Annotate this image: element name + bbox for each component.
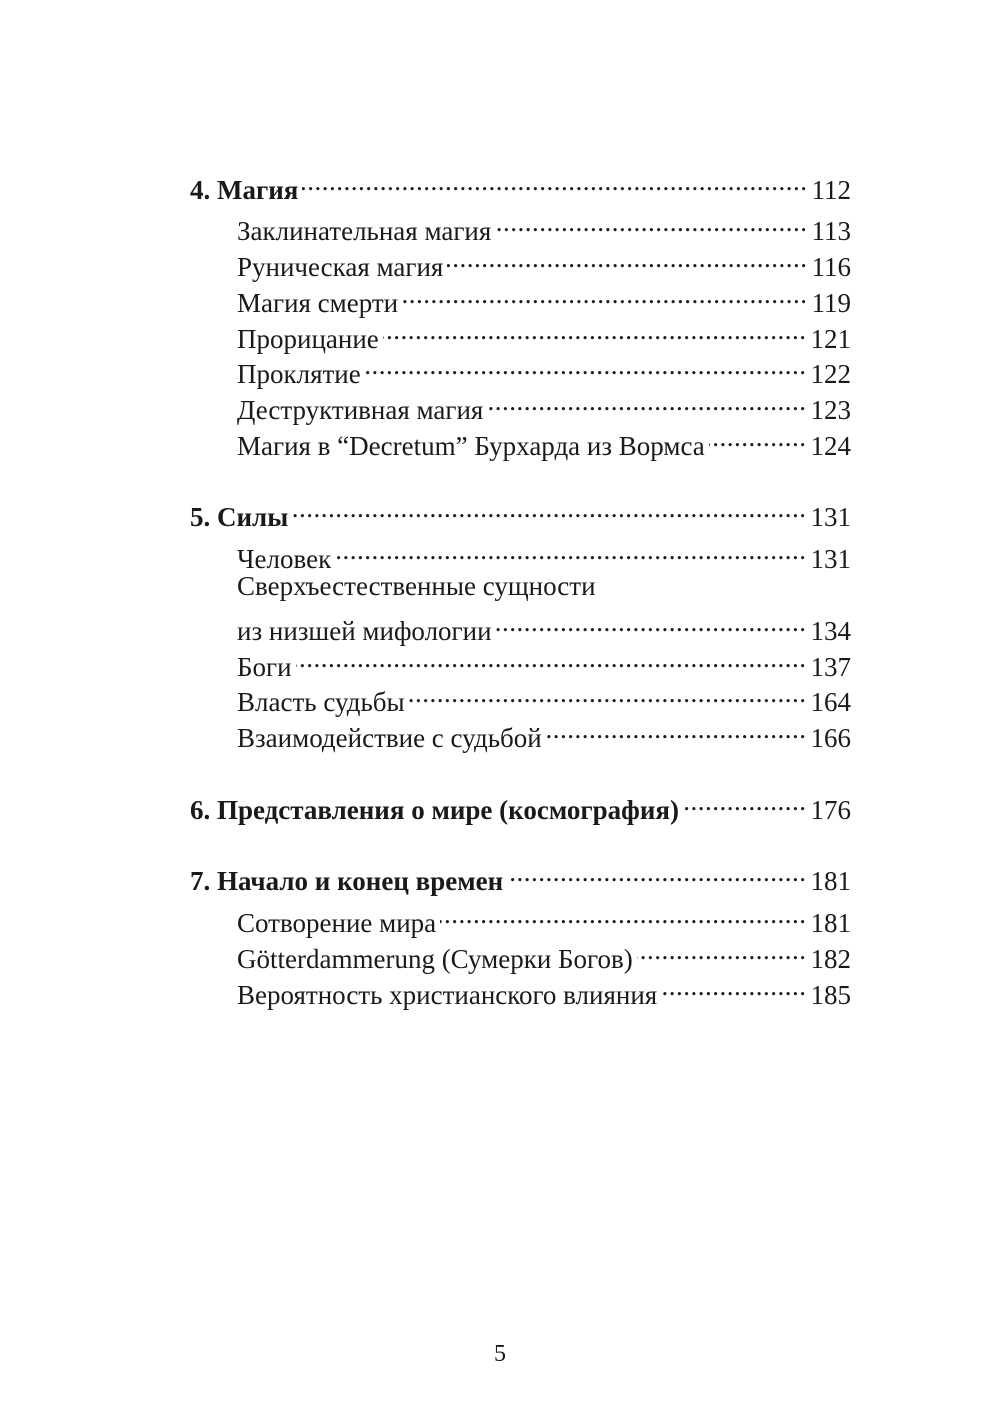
dot-leader (447, 240, 807, 276)
dot-leader (495, 204, 807, 240)
toc-entry-page: 164 (810, 687, 851, 717)
toc-entry-page: 182 (810, 944, 851, 974)
toc-entry-page: 124 (810, 431, 851, 461)
toc-entry-title: Власть судьбы (237, 687, 405, 717)
toc-entry-page: 121 (810, 324, 851, 354)
toc-entry-title: Прорицание (237, 324, 379, 354)
toc-entry-title: 7. Начало и конец времен (190, 866, 504, 896)
dot-leader (383, 312, 807, 348)
toc-entry (237, 383, 851, 425)
dot-leader (683, 783, 807, 819)
toc-entry (237, 312, 851, 354)
toc-entry (237, 347, 851, 389)
toc-entry (237, 968, 851, 1010)
toc-entry-title: Сотворение мира (237, 908, 437, 938)
toc-chapter-4 (190, 163, 851, 205)
toc-chapter-7 (190, 854, 851, 896)
toc-entry-title: Магия в “Decretum” Бурхарда из Вормса (237, 431, 705, 461)
toc-entry-title: Взаимодействие с судьбой (237, 723, 542, 753)
dot-leader (496, 604, 807, 640)
toc-entry-page: 166 (810, 723, 851, 753)
dot-leader (661, 968, 806, 1004)
toc-entry-title: Деструктивная магия (237, 395, 484, 425)
dot-leader (409, 675, 807, 711)
dot-leader (546, 711, 807, 747)
toc-entry-title: из низшей мифологии (237, 616, 492, 646)
toc-entry-page: 113 (811, 216, 851, 246)
dot-leader (335, 532, 806, 568)
toc-entry (237, 711, 851, 753)
dot-leader (637, 932, 807, 968)
toc-chapter-6 (190, 783, 851, 825)
toc-entry-page: 131 (810, 502, 851, 532)
toc-entry-title: 5. Силы (190, 502, 289, 532)
toc-entry-title-line1: Сверхъестественные сущности (237, 571, 596, 601)
toc-entry-page: 131 (810, 544, 851, 574)
toc-entry-title: 4. Магия (190, 175, 299, 205)
toc-entry-title: Боги (237, 652, 292, 682)
dot-leader (292, 490, 806, 526)
dot-leader (365, 347, 807, 383)
toc-entry-page: 123 (810, 395, 851, 425)
toc-entry-page: 122 (810, 359, 851, 389)
toc-entry (237, 419, 851, 461)
dot-leader (487, 383, 806, 419)
dot-leader (296, 640, 807, 676)
toc-entry-page: 185 (810, 980, 851, 1010)
toc-entry (237, 640, 851, 682)
dot-leader (302, 163, 807, 199)
toc-entry (237, 204, 851, 246)
page-number: 5 (494, 1341, 506, 1367)
toc-entry-page: 137 (810, 652, 851, 682)
toc-entry-title: Магия смерти (237, 288, 399, 318)
toc-entry (237, 240, 851, 282)
toc-entry-title: Человек (237, 544, 332, 574)
dot-leader (709, 419, 807, 455)
toc-entry-page: 112 (811, 175, 851, 205)
toc-entry-page: 134 (810, 616, 851, 646)
toc-entry-title: 6. Представления о мире (космография) (190, 795, 679, 825)
toc-entry-page: 116 (811, 252, 851, 282)
toc-entry-title: Проклятие (237, 359, 361, 389)
toc-entry-page: 181 (810, 866, 851, 896)
toc-entry-page: 119 (811, 288, 851, 318)
toc-entry (237, 276, 851, 318)
toc-entry (237, 675, 851, 717)
toc-entry-title: Руническая магия (237, 252, 444, 282)
toc-entry (237, 896, 851, 938)
toc-entry (237, 604, 851, 646)
toc-entry (237, 532, 851, 574)
toc-entry (237, 932, 851, 974)
toc-entry-title: Заклинательная магия (237, 216, 492, 246)
dot-leader (402, 276, 807, 312)
dot-leader (507, 854, 806, 890)
toc-entry-title: Götterdammerung (Сумерки Богов) (237, 944, 633, 974)
dot-leader (440, 896, 806, 932)
toc-entry-page: 176 (810, 795, 851, 825)
toc-entry-page: 181 (810, 908, 851, 938)
toc-chapter-5 (190, 490, 851, 532)
toc-entry-title: Вероятность христианского влияния (237, 980, 658, 1010)
